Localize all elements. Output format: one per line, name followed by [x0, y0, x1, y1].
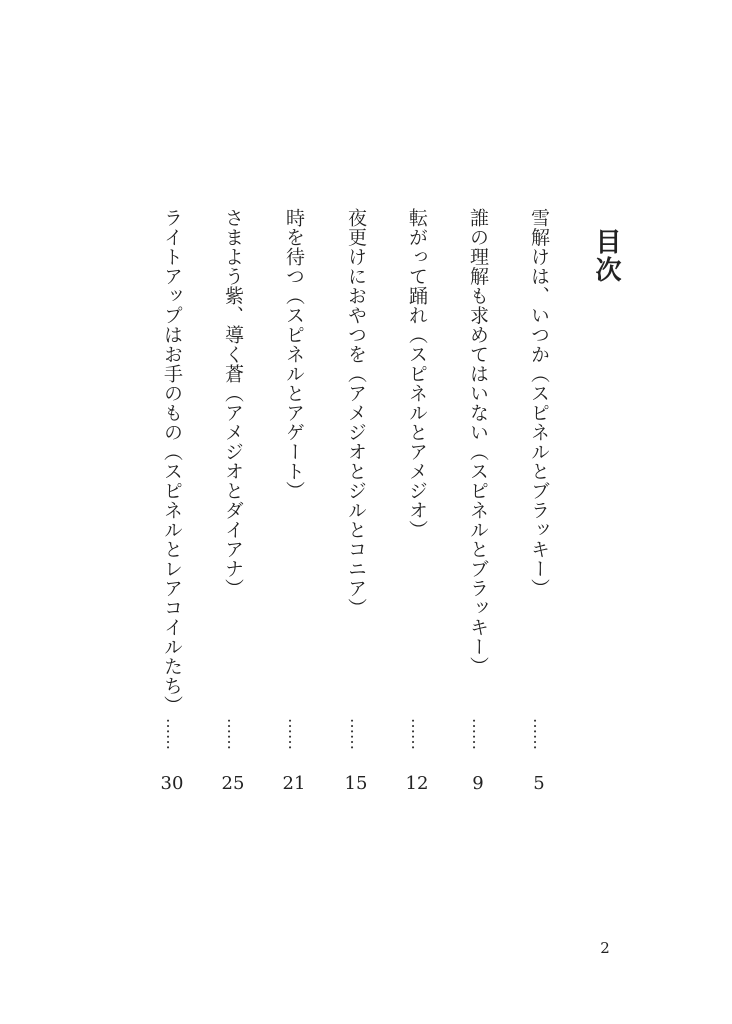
toc-heading: 目次: [591, 228, 621, 284]
toc-entry-page: 9: [472, 773, 484, 794]
toc-entry-title: さまよう紫、導く蒼（アメジオとダイアナ）: [222, 208, 244, 598]
toc-entry: [463, 208, 493, 794]
page-number: 2: [600, 939, 610, 957]
toc-entry-title: ライトアップはお手のもの（スピネルとレアコイルたち）: [161, 208, 183, 715]
toc-entry-page: 12: [405, 773, 429, 794]
toc-leader-dots: ……: [285, 718, 304, 750]
toc-entry: [402, 208, 432, 794]
toc-entry: [524, 208, 554, 794]
toc-entry-page: 5: [533, 773, 545, 794]
toc-entry: [218, 208, 248, 794]
toc-leader-dots: ……: [469, 718, 488, 750]
toc-leader-dots: ……: [408, 718, 427, 750]
toc-leader-dots: ……: [530, 718, 549, 750]
toc-leader-dots: ……: [347, 718, 366, 750]
toc-entry-title: 時を待つ（スピネルとアゲート）: [283, 208, 305, 501]
toc-entry-page: 30: [160, 773, 184, 794]
toc-entry-title: 雪解けは、いつか（スピネルとブラッキー）: [528, 208, 550, 598]
toc-entry-title: 転がって踊れ（スピネルとアメジオ）: [406, 208, 428, 540]
toc-leader-dots: ……: [163, 718, 182, 750]
toc-entry-page: 25: [221, 773, 245, 794]
toc-leader-dots: ……: [224, 718, 243, 750]
toc-entry: [279, 208, 309, 794]
toc-entry: [341, 208, 371, 794]
toc-entry-page: 21: [282, 773, 306, 794]
toc-entry-page: 15: [344, 773, 368, 794]
toc-entry-title: 誰の理解も求めてはいない（スピネルとブラッキー）: [467, 208, 489, 676]
toc-entry-title: 夜更けにおやつを（アメジオとジルとコニア）: [345, 208, 367, 618]
toc-entry: [157, 208, 187, 794]
